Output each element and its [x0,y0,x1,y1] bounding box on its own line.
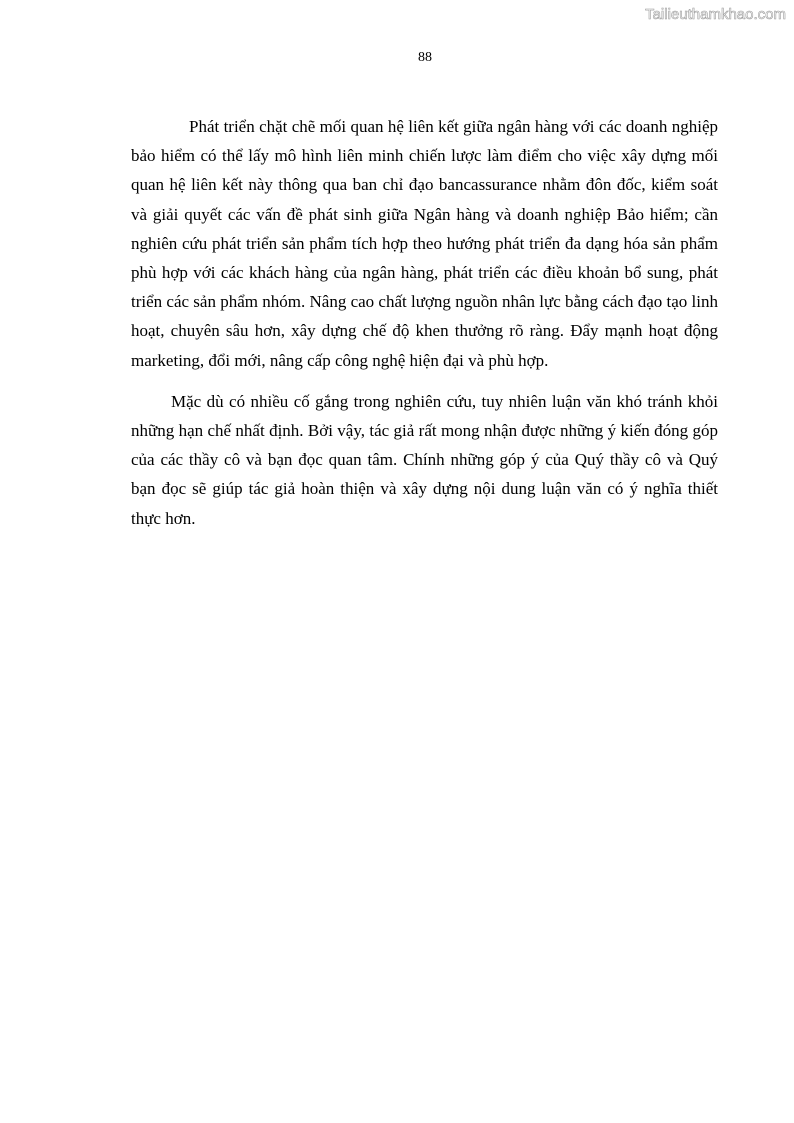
page-number: 88 [418,50,432,65]
watermark: Tailieuthamkhao.com [645,6,786,23]
paragraph-conclusion-recommendation: Phát triển chặt chẽ mối quan hệ liên kết giữa ngân hàng với các doanh nghiệp bảo hiểm có thể lấy mô hình liên minh chiến lược làm điểm cho việc xây dựng mối quan hệ liên kết này thông qua ban chỉ đạo bancassurance nhằm đôn đốc, kiểm soát và giải quyết các vấn đề phát sinh giữa Ngân hàng và doanh nghiệp Bảo hiểm; cần nghiên cứu phát triển sản phẩm tích hợp theo hướng phát triển đa dạng hóa sản phẩm phù hợp với các khách hàng của ngân hàng, phát triển các điều khoản bổ sung, phát triển các sản phẩm nhóm. Nâng cao chất lượng nguồn nhân lực bằng cách đạo tạo linh hoạt, chuyên sâu hơn, xây dựng chế độ khen thưởng rõ ràng. Đẩy mạnh hoạt động marketing, đổi mới, nâng cấp công nghệ hiện đại và phù hợp. [131,117,718,370]
document-body [131,112,718,533]
paragraph-closing-remarks: Mặc dù có nhiều cố gắng trong nghiên cứu, tuy nhiên luận văn khó tránh khỏi những hạn chế nhất định. Bởi vậy, tác giả rất mong nhận được những ý kiến đóng góp của các thầy cô và bạn đọc quan tâm. Chính những góp ý của Quý thầy cô và Quý bạn đọc sẽ giúp tác giả hoàn thiện và xây dựng nội dung luận văn có ý nghĩa thiết thực hơn. [131,391,718,528]
